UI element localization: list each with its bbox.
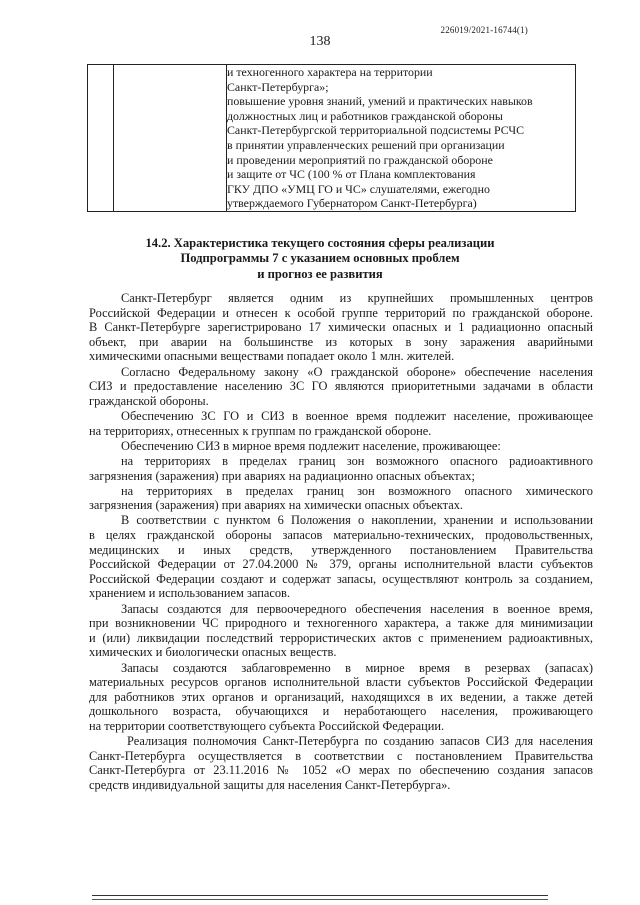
table-line: Санкт-Петербургской территориальной подсистемы РСЧС [227, 123, 525, 138]
text-line: дошкольного возраста, обучающихся и неработающего населения, проживающего [89, 704, 593, 719]
text-line: в целях гражданской обороны запасов материально-технических, продовольственных, [89, 528, 593, 543]
text-line: на территориях в пределах границ зон возможного опасного радиоактивного [121, 453, 593, 468]
text-line: В соответствии с пунктом 6 Положения о накоплении, хранении и использовании [121, 513, 593, 528]
text-line: Обеспечению ЗС ГО и СИЗ в военное время подлежит население, проживающее [121, 408, 593, 423]
text-line: Санкт-Петербург является одним из крупнейших промышленных центров [121, 291, 593, 305]
text-line: химических и биологически опасных веществ. [89, 645, 337, 660]
table-line: и защите от ЧС (100 % от Плана комплектования [227, 167, 476, 182]
table-cell-name [114, 65, 227, 212]
text-line: загрязнения (заражения) при авариях на радиационно опасных объектах; [89, 468, 475, 483]
text-line: Санкт-Петербурга осуществляется в соответствии с постановлением Правительства [89, 748, 593, 763]
table-cell-number [88, 65, 114, 212]
text-line: на территории соответствующего субъекта Российской Федерации. [89, 718, 445, 733]
text-line: Российской Федерации от 27.04.2000 № 379, органы исполнительной власти субъектов [89, 557, 593, 572]
heading-line: и прогноз ее развития [257, 266, 383, 281]
paragraph [89, 602, 593, 660]
text-line: Российской Федерации и отнесен к особой группе территорий по гражданской обороне. [89, 305, 593, 320]
table-line: повышение уровня знаний, умений и практических навыков [227, 94, 533, 109]
paragraph [89, 454, 593, 483]
text-line: объект, при аварии на большинстве из которых в зону заражения аварийными [89, 334, 593, 349]
scan-edge-line [92, 895, 548, 900]
heading-line: 14.2. Характеристика текущего состояния сферы реализации [145, 236, 495, 250]
text-line: Санкт-Петербурга от 23.11.2016 № 1052 «О мерах по обеспечению создания запасов [89, 763, 593, 778]
paragraph [89, 365, 593, 409]
table-line: ГКУ ДПО «УМЦ ГО и ЧС» слушателями, ежегодно [227, 181, 490, 196]
table-continuation [87, 64, 576, 212]
text-line: для работников этих органов и организаций, находящихся в их ведении, а также детей [89, 689, 593, 704]
table-line: и проведении мероприятий по гражданской обороне [227, 152, 493, 167]
text-line: химическими опасными веществами попадает около 1 млн. жителей. [89, 349, 455, 364]
text-line: средств индивидуальной защиты для населения Санкт-Петербурга». [89, 777, 451, 792]
heading-line: Подпрограммы 7 с указанием основных проблем [180, 251, 460, 266]
text-line: материальных ресурсов органов исполнительной власти субъектов Российской Федерации [89, 675, 593, 690]
text-line: и (или) ликвидации последствий террористических актов с применением радиоактивных, [89, 630, 593, 645]
text-line: гражданской обороны. [89, 393, 209, 408]
table-line: и техногенного характера на территории [227, 65, 433, 79]
paragraph [89, 661, 593, 734]
text-line: хранением и использованием запасов. [89, 586, 290, 601]
paragraph [89, 409, 593, 438]
page-number: 138 [309, 34, 331, 49]
section-body [89, 291, 593, 793]
text-line: на территориях в пределах границ зон возможного опасного химического [121, 483, 593, 498]
text-line: загрязнения (заражения) при авариях на химически опасных объектах. [89, 498, 464, 513]
paragraph [89, 734, 593, 792]
table-row [88, 65, 576, 212]
text-line: при возникновении ЧС природного и техногенного характера, а также для минимизации [89, 616, 593, 631]
paragraph [89, 513, 593, 601]
section-heading [0, 236, 640, 282]
paragraph [89, 484, 593, 513]
paragraph [89, 291, 593, 364]
text-line: СИЗ и предоставление населению ЗС ГО являются приоритетными задачами в области [89, 379, 593, 394]
table-cell-indicator [227, 65, 576, 212]
text-line: В Санкт-Петербурге зарегистрировано 17 химически опасных и 1 радиационно опасный [89, 320, 593, 335]
text-line: Реализация полномочия Санкт-Петербурга по созданию запасов СИЗ для населения [127, 734, 593, 749]
paragraph [89, 439, 593, 454]
text-line: Российской Федерации создают и содержат запасы, осуществляют контроль за созданием, [89, 571, 593, 586]
text-line: Запасы создаются для первоочередного обеспечения населения в военное время, [121, 601, 593, 616]
table-line: должностных лиц и работников гражданской обороны [227, 108, 503, 123]
document-id: 226019/2021-16744(1) [440, 25, 528, 35]
text-line: Согласно Федеральному закону «О гражданской обороне» обеспечение населения [121, 364, 593, 379]
text-line: медицинских и иных средств, утвержденного постановлением Правительства [89, 542, 593, 557]
table-line: в принятии управленческих решений при организации [227, 137, 505, 152]
text-line: Обеспечению СИЗ в мирное время подлежит население, проживающее: [121, 438, 501, 453]
table-line: Санкт-Петербурга»; [227, 79, 329, 94]
text-line: Запасы создаются заблаговременно в мирное время в резервах (запасах) [121, 660, 593, 675]
text-line: на территориях, отнесенных к группам по гражданской обороне. [89, 423, 432, 438]
table-line: утверждаемого Губернатором Санкт-Петербурга) [227, 196, 477, 211]
